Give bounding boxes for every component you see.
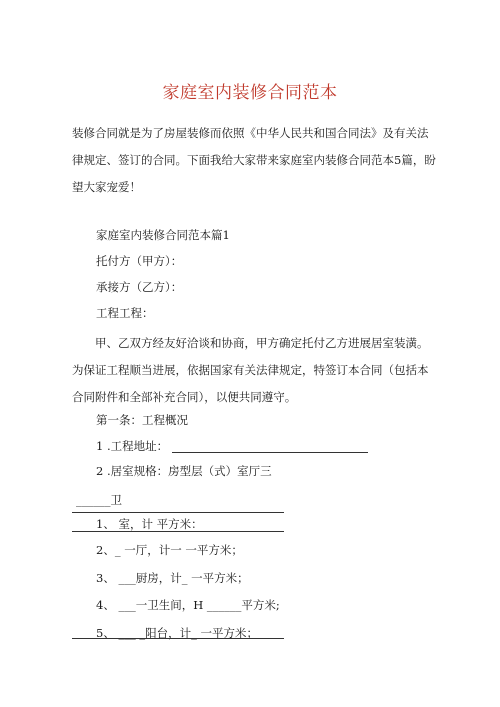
bathroom-blank: ______卫 — [76, 493, 122, 507]
spec-row-5: 5、 ___ _阳台，计_ 一平方米； — [96, 626, 259, 640]
item-2-room-spec: 2 .居室规格：房型层（式）室厅三 — [96, 464, 272, 478]
intro-paragraph: 装修合同就是为了房屋装修而依照《中华人民共和国合同法》及有关法律规定、签订的合同。下面我给大家带来家庭室内装修合同范本5篇，盼望大家宠爱！ — [72, 126, 436, 194]
rule-line-3 — [72, 638, 284, 639]
item-1-address: 1 .工程地址： — [96, 439, 169, 453]
article-1-heading: 第一条：工程概况 — [96, 413, 188, 427]
project-label: 工程工程： — [96, 306, 154, 320]
agreement-paragraph: 甲、乙双方经友好洽谈和协商，甲方确定托付乙方进展居室装潢。为保证工程顺当进展，依据国家有关法律规定，特签订本合同（包括本合同附件和全部补充合同），以便共同遵守。 — [72, 336, 429, 404]
document-title: 家庭室内装修合同范本 — [162, 83, 338, 103]
rule-line-1 — [72, 512, 284, 513]
spec-row-3: 3、 ___厨房，计_ 一平方米； — [96, 571, 249, 585]
spec-row-4: 4、 ___一卫生间，H ______平方米; — [96, 598, 280, 612]
rule-line-2 — [72, 531, 284, 532]
section-heading: 家庭室内装修合同范本篇1 — [96, 228, 230, 242]
address-blank-line — [172, 452, 368, 453]
spec-row-1: 1、 室，计 平方米： — [96, 517, 203, 531]
party-b-label: 承接方（乙方）： — [96, 280, 183, 294]
spec-row-2: 2、_ 一厅，计一 一平方米； — [96, 543, 243, 557]
party-a-label: 托付方（甲方）： — [96, 254, 183, 268]
